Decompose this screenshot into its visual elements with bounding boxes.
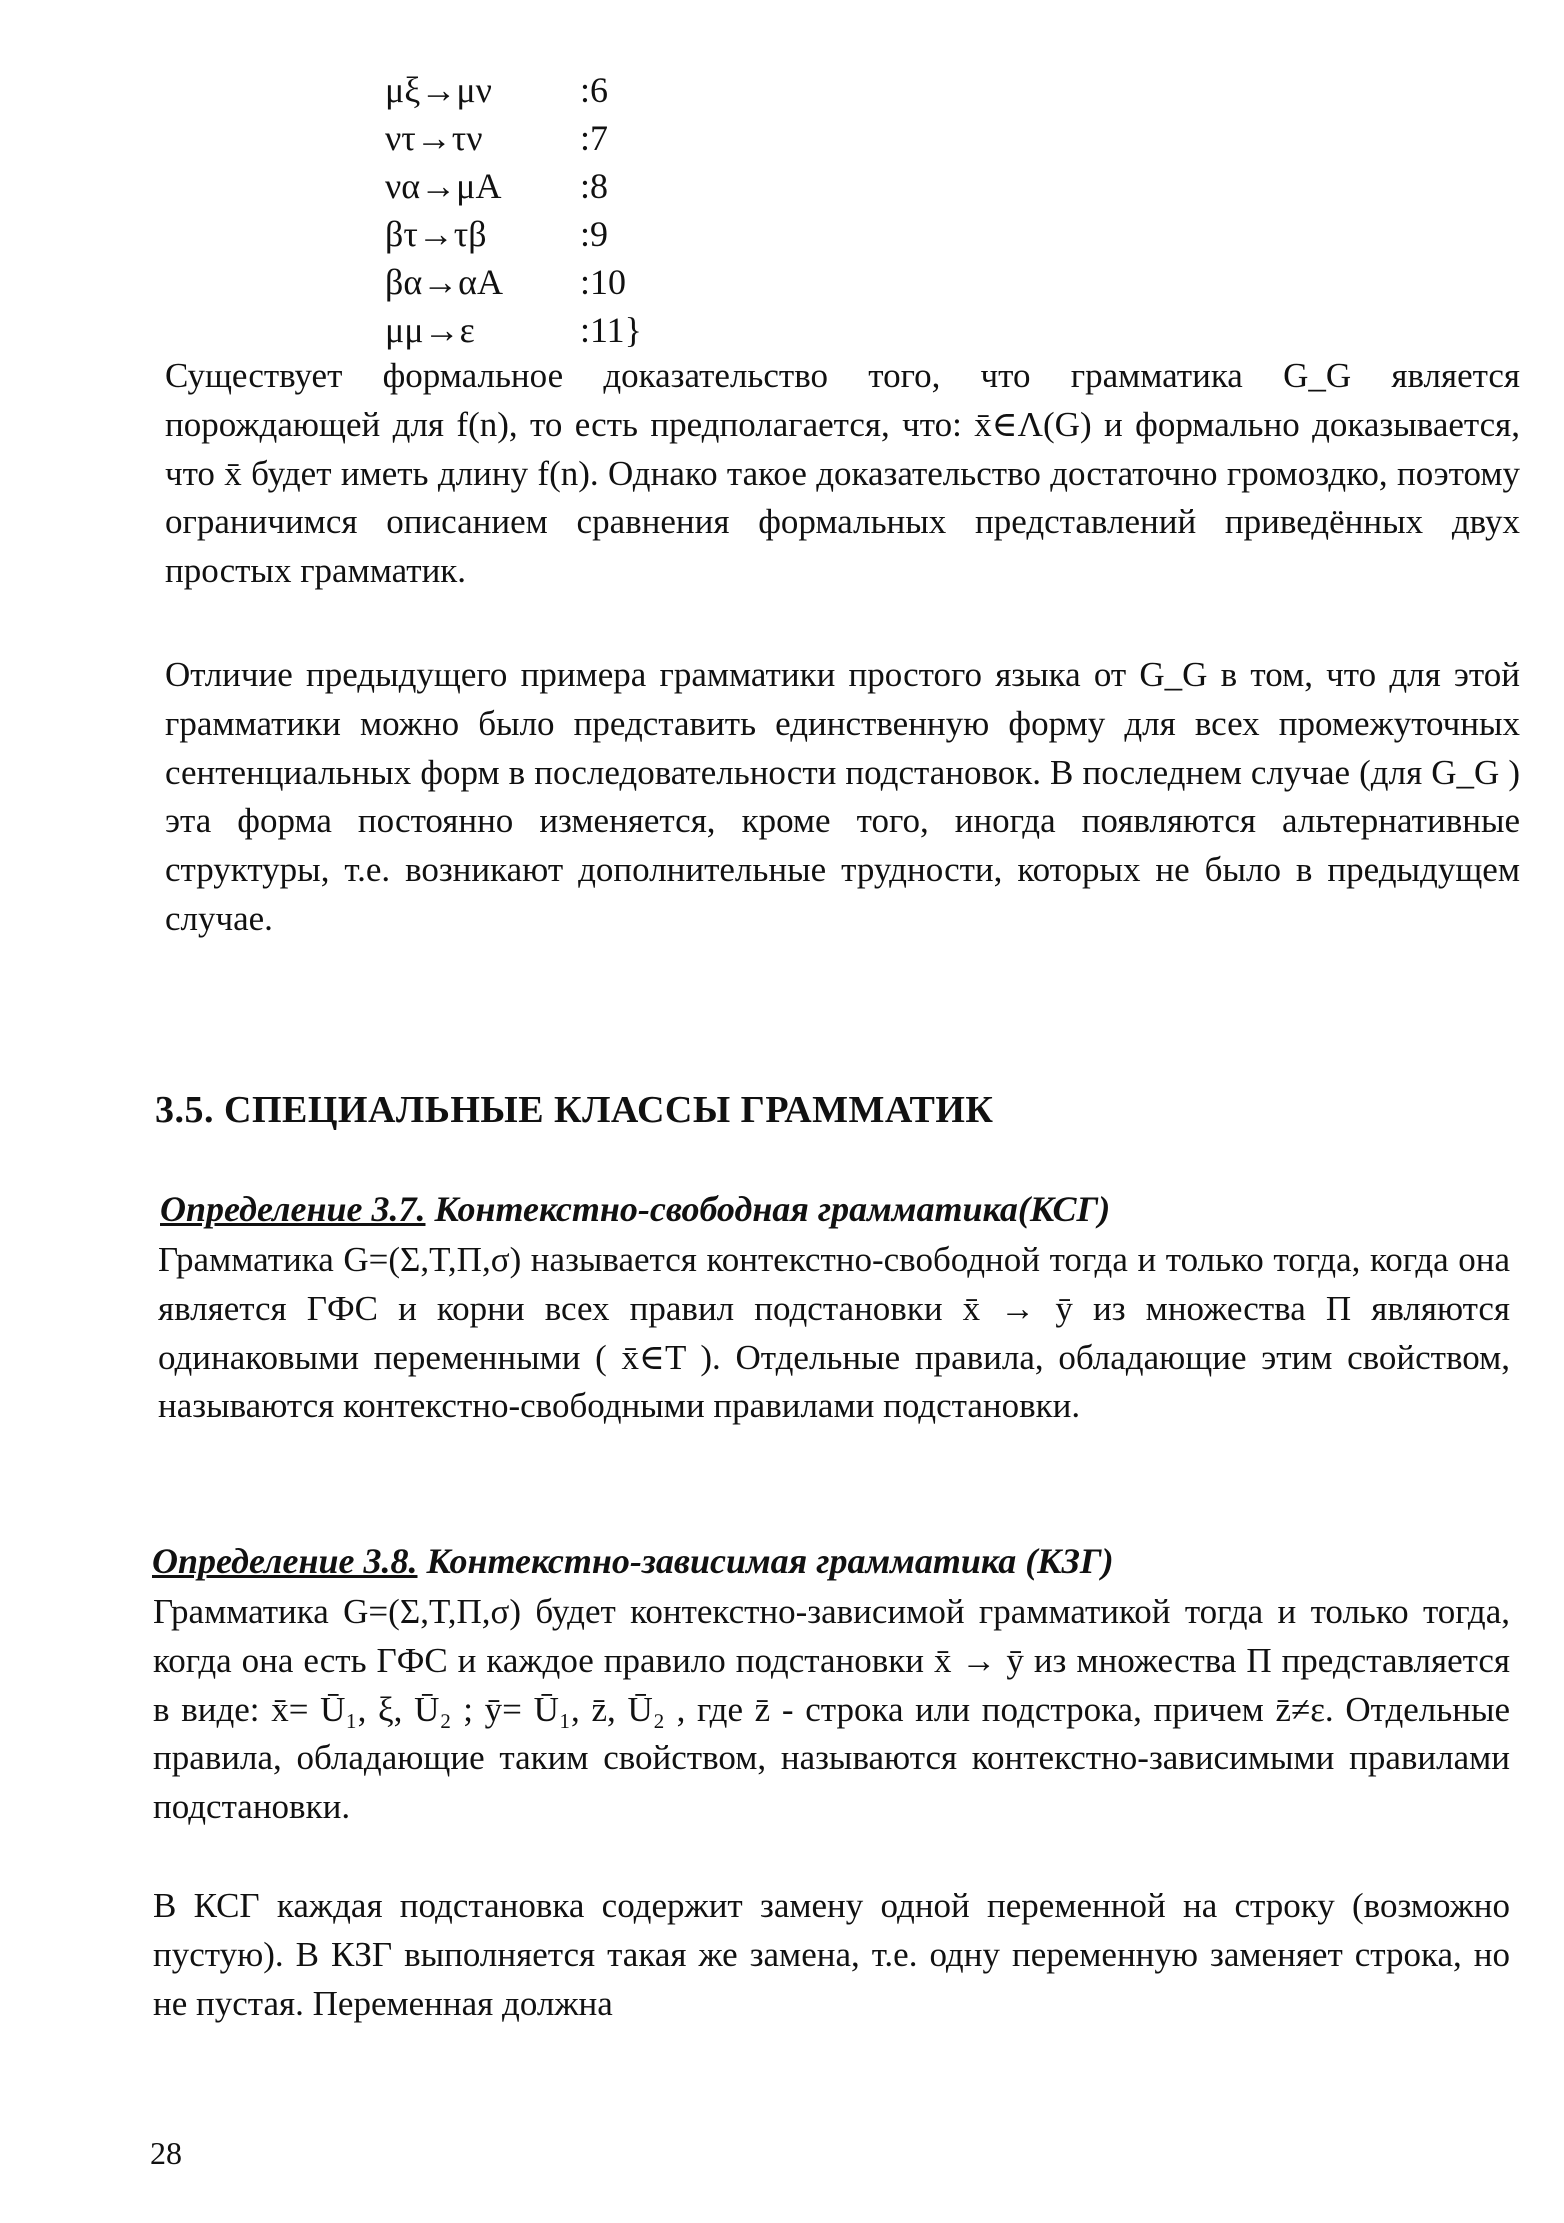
rule-production: βα→αA: [385, 262, 504, 302]
rule-row: [385, 258, 700, 306]
section-heading: 3.5. СПЕЦИАЛЬНЫЕ КЛАССЫ ГРАММАТИК: [155, 1089, 994, 1131]
rule-row: [385, 114, 700, 162]
rule-production: βτ→τβ: [385, 214, 487, 254]
definition-1-title: [160, 1188, 1110, 1230]
rule-number: :10: [580, 262, 627, 302]
definition-1-label: Определение 3.7.: [160, 1189, 426, 1229]
definition-2-name: Контекстно-зависимая грамматика (КЗГ): [426, 1541, 1114, 1581]
rules-list: [385, 66, 700, 354]
paragraph-comparison: Отличие предыдущего примера грамматики простого языка от G_G в том, что для этой грамматики можно было представить единственную форму для всех промежуточных сентенциальных форм в последовательности подстановок. В последнем случае (для G_G ) эта форма постоянно изменяется, кроме того, иногда появляются альтернативные структуры, т.е. возникают дополнительные трудности, которых не было в предыдущем случае.: [165, 655, 1520, 938]
rule-number: :9: [580, 214, 609, 254]
rule-number: :7: [580, 118, 609, 158]
rule-production: να→μA: [385, 166, 502, 206]
rule-number: :6: [580, 70, 609, 110]
page-number: 28: [150, 2135, 182, 2171]
rule-production: ντ→τν: [385, 118, 483, 158]
rule-number: :11}: [580, 310, 642, 350]
rule-number: :8: [580, 166, 609, 206]
definition-2-title: [152, 1540, 1114, 1582]
rule-row: [385, 66, 700, 114]
paragraph-proof: Существует формальное доказательство того, что грамматика G_G является порождающей для f(n), то есть предполагается, что: x̄∈Λ(G) и формально доказывается, что x̄ будет иметь длину f(n). Однако такое доказательство достаточно громоздко, поэтому ограничимся описанием сравнения формальных представлений приведённых двух простых грамматик.: [165, 356, 1520, 591]
definition-1-text: Грамматика G=(Σ,T,Π,σ) называется контекстно-свободной тогда и только тогда, когда она является ГФС и корни всех правил подстановки x̄ → ȳ из множества Π являются одинаковыми переменными ( x̄∈T ). Отдельные правила, обладающие этим свойством, называются контекстно-свободными правилами подстановки.: [158, 1240, 1510, 1426]
rule-row: [385, 306, 700, 354]
rule-production: μξ→μν: [385, 70, 492, 110]
definition-1-name: Контекстно-свободная грамматика(КСГ): [434, 1189, 1111, 1229]
rule-production: μμ→ε: [385, 310, 475, 350]
definition-2-text: Грамматика G=(Σ,T,Π,σ) будет контекстно-зависимой грамматикой тогда и только тогда, когда она есть ГФС и каждое правило подстановки x̄ → ȳ из множества Π представляется в виде: x̄= Ū₁, ξ, Ū₂ ; ȳ= Ū₁, z̄, Ū₂ , где z̄ - строка или подстрока, причем z̄≠ε. Отдельные правила, обладающие таким свойством, называются контекстно-зависимыми правилами подстановки.: [153, 1592, 1510, 1827]
definition-2-label: Определение 3.8.: [152, 1541, 418, 1581]
paragraph-ksg-kzg: В КСГ каждая подстановка содержит замену одной переменной на строку (возможно пустую). В КЗГ выполняется такая же замена, т.е. одну переменную заменяет строка, но не пустая. Переменная должна: [153, 1886, 1510, 2023]
rule-row: [385, 210, 700, 258]
rule-row: [385, 162, 700, 210]
